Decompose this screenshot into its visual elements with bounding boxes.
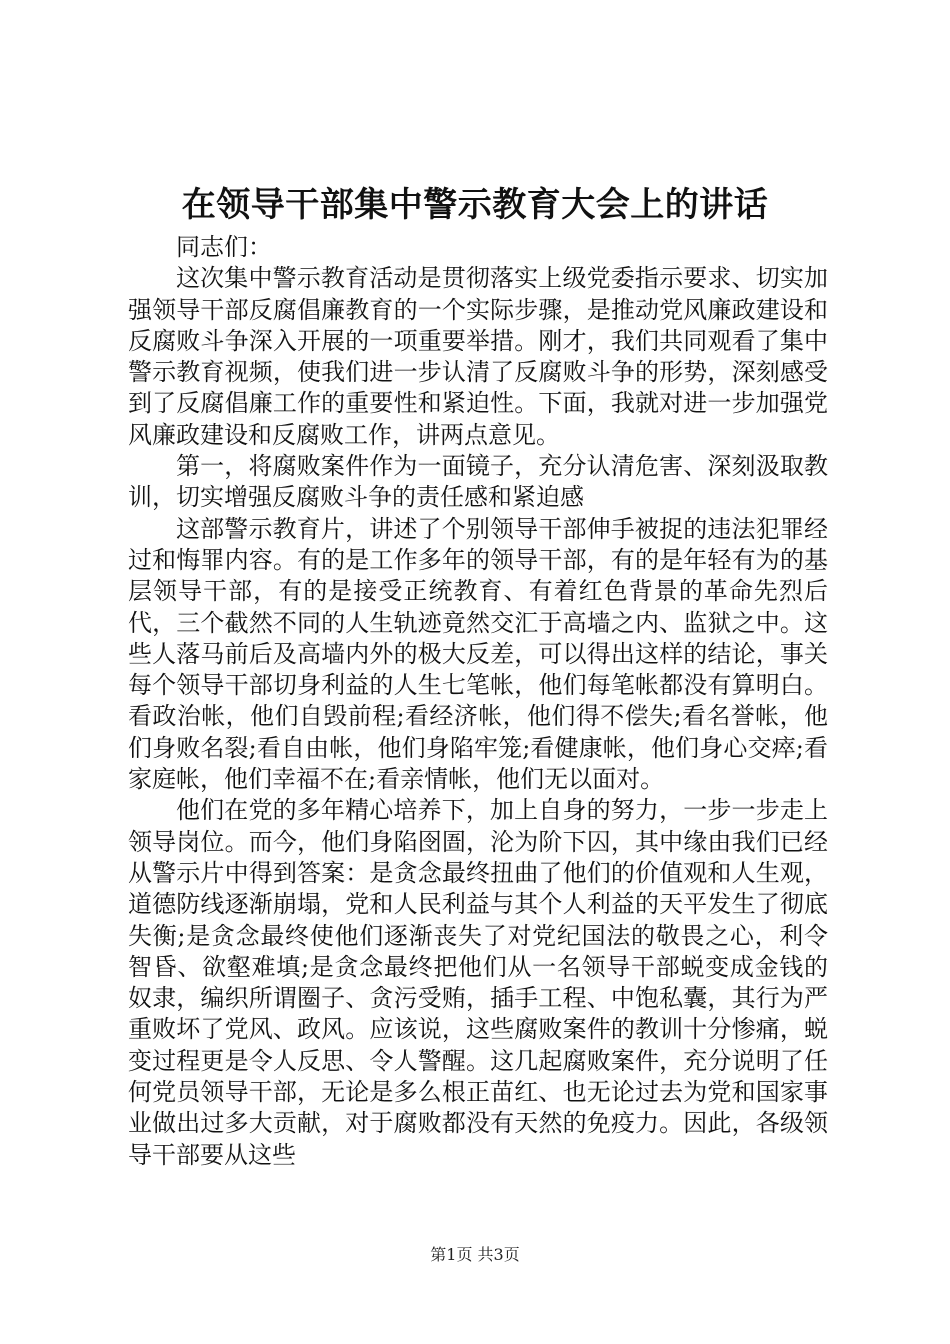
paragraph-heading-first: 第一，将腐败案件作为一面镜子，充分认清危害、深刻汲取教训，切实增强反腐败斗争的责任感和紧迫感 (128, 452, 828, 512)
page-footer: 第1页 共3页 (430, 1245, 520, 1264)
paragraph-salutation: 同志们： (176, 233, 272, 261)
document-title: 在领导干部集中警示教育大会上的讲话 (181, 185, 769, 225)
paragraph-lessons: 他们在党的多年精心培养下，加上自身的努力，一步一步走上领导岗位。而今，他们身陷囹圄，沦为阶下囚，其中缘由我们已经从警示片中得到答案：是贪念最终扭曲了他们的价值观和人生观，道德防线逐渐崩塌，党和人民利益与其个人利益的天平发生了彻底失衡;是贪念最终使他们逐渐丧失了对党纪国法的敬畏之心，利令智昏、欲壑难填;是贪念最终把他们从一名领导干部蜕变成金钱的奴隶，编织所谓圈子、贪污受贿，插手工程、中饱私囊，其行为严重败坏了党风、政风。应该说，这些腐败案件的教训十分惨痛，蜕变过程更是令人反思、令人警醒。这几起腐败案件，充分说明了任何党员领导干部，无论是多么根正苗红、也无论过去为党和国家事业做出过多大贡献，对于腐败都没有天然的免疫力。因此，各级领导干部要从这些 (128, 796, 828, 1169)
paragraph-intro: 这次集中警示教育活动是贯彻落实上级党委指示要求、切实加强领导干部反腐倡廉教育的一个实际步骤，是推动党风廉政建设和反腐败斗争深入开展的一项重要举措。刚才，我们共同观看了集中警示教育视频，使我们进一步认清了反腐败斗争的形势，深刻感受到了反腐倡廉工作的重要性和紧迫性。下面，我就对进一步加强党风廉政建设和反腐败工作，讲两点意见。 (128, 264, 828, 449)
document-body (128, 232, 828, 1171)
paragraph-film-description: 这部警示教育片，讲述了个别领导干部伸手被捉的违法犯罪经过和悔罪内容。有的是工作多年的领导干部，有的是年轻有为的基层领导干部，有的是接受正统教育、有着红色背景的革命先烈后代，三个截然不同的人生轨迹竟然交汇于高墙之内、监狱之中。这些人落马前后及高墙内外的极大反差，可以得出这样的结论，事关每个领导干部切身利益的人生七笔帐，他们每笔帐都没有算明白。看政治帐，他们自毁前程;看经济帐，他们得不偿失;看名誉帐，他们身败名裂;看自由帐，他们身陷牢笼;看健康帐，他们身心交瘁;看家庭帐，他们幸福不在;看亲情帐，他们无以面对。 (128, 514, 828, 794)
